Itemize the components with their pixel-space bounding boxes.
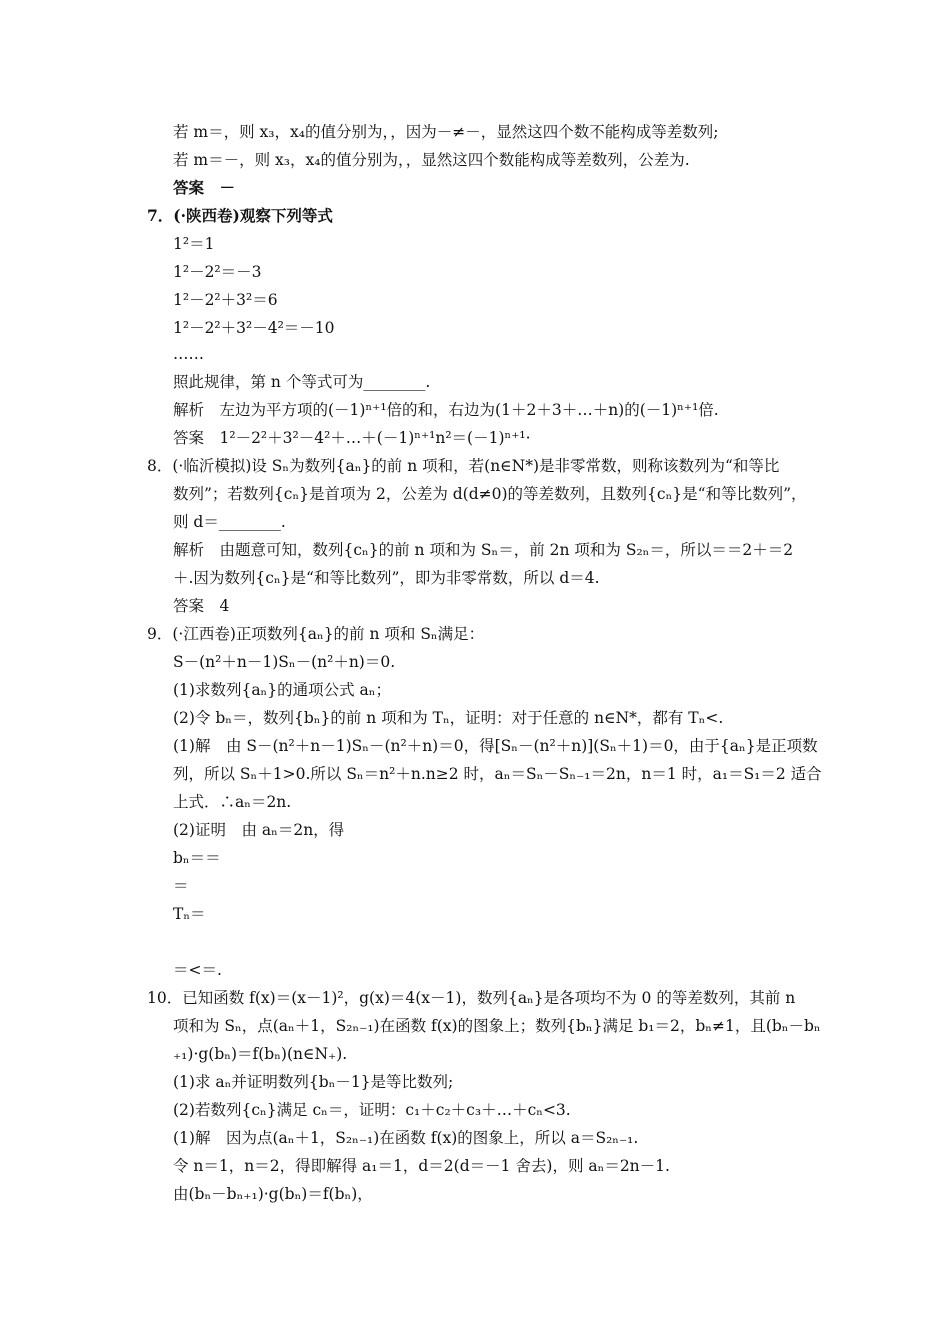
text-line: 项和为 Sₙ，点(aₙ＋1，S₂ₙ₋₁)在函数 f(x)的图象上；数列{bₙ}满足 b₁＝2，bₙ≠1，且(bₙ－bₙ [173,1017,821,1035]
solution-line: (1)解 由 S－(n²＋n－1)Sₙ－(n²＋n)＝0，得[Sₙ－(n²＋n)](Sₙ＋1)＝0，由于{aₙ}是正项数 [173,737,818,755]
text-line: 数列”；若数列{cₙ}是首项为 2，公差为 d(d≠0)的等差数列，且数列{cₙ}是“和等比数列”， [173,485,807,503]
text-line: S－(n²＋n－1)Sₙ－(n²＋n)＝0. [173,653,396,671]
text-line: Tₙ＝ [173,905,206,923]
problem-heading: 10．已知函数 f(x)＝(x－1)²，g(x)＝4(x－1)，数列{aₙ}是各项均不为 0 的等差数列，其前 n [147,989,796,1007]
text-line: 列，所以 Sₙ＋1>0.所以 Sₙ＝n²＋n.n≥2 时，aₙ＝Sₙ－Sₙ₋₁＝2n，n＝1 时，a₁＝S₁＝2 适合 [173,765,822,783]
solution-line: (1)解 因为点(aₙ＋1，S₂ₙ₋₁)在函数 f(x)的图象上，所以 a＝S₂ₙ₋₁. [173,1129,639,1147]
text-line: 1²－2²＋3²＝6 [173,291,278,309]
analysis-line: 解析 由题意可知，数列{cₙ}的前 n 项和为 Sₙ＝，前 2n 项和为 S₂ₙ＝，所以＝＝2＋＝2 [173,541,794,559]
text-line: (2)令 bₙ＝，数列{bₙ}的前 n 项和为 Tₙ，证明：对于任意的 n∈N*，都有 Tₙ<. [173,709,724,727]
text-line: (1)求数列{aₙ}的通项公式 aₙ； [173,681,391,699]
proof-line: (2)证明 由 aₙ＝2n，得 [173,821,345,839]
text-line: 1²－2²＋3²－4²＝－10 [173,319,335,337]
problem-heading: 8．(·临沂模拟)设 Sₙ为数列{aₙ}的前 n 项和，若(n∈N*)是非零常数，则称该数列为“和等比 [147,457,780,475]
text-line: 上式．∴aₙ＝2n. [173,793,292,811]
analysis-line: 解析 左边为平方项的(－1)ⁿ⁺¹倍的和，右边为(1＋2＋3＋…＋n)的(－1)ⁿ⁺¹倍. [173,401,719,419]
problem-heading: 7．(·陕西卷)观察下列等式 [147,206,333,225]
problem-heading: 9．(·江西卷)正项数列{aₙ}的前 n 项和 Sₙ满足： [147,625,485,643]
text-line: 照此规律，第 n 个等式可为________. [173,373,431,391]
text-line: ＝ [173,877,189,895]
answer-line: 答案 － [173,178,236,197]
answer-line: 答案 1²－2²＋3²－4²＋…＋(－1)ⁿ⁺¹n²＝(－1)ⁿ⁺¹· [173,429,531,447]
text-line: ＝<＝. [173,961,222,979]
text-line: 若 m＝，则 x₃，x₄的值分别为，，因为－≠－，显然这四个数不能构成等差数列; [173,123,719,141]
text-line: 若 m＝－，则 x₃，x₄的值分别为，，显然这四个数能构成等差数列，公差为. [173,151,690,169]
text-line: (1)求 aₙ并证明数列{bₙ－1}是等比数列; [173,1073,454,1091]
text-line: 令 n＝1，n＝2，得即解得 a₁＝1，d＝2(d＝－1 舍去)，则 aₙ＝2n－1. [173,1157,670,1175]
answer-line: 答案 4 [173,597,230,615]
text-line: ＋.因为数列{cₙ}是“和等比数列”，即为非零常数，所以 d＝4. [173,569,600,587]
text-line: 则 d＝________. [173,513,286,531]
text-line: 1²＝1 [173,235,215,253]
text-line: 1²－2²＝－3 [173,263,262,281]
text-line: bₙ＝＝ [173,849,221,867]
text-line: 由(bₙ－bₙ₊₁)·g(bₙ)＝f(bₙ)， [173,1185,373,1203]
text-line: …… [173,345,204,363]
text-line: ₊₁)·g(bₙ)＝f(bₙ)(n∈N₊). [173,1045,348,1063]
text-line: (2)若数列{cₙ}满足 cₙ＝，证明：c₁＋c₂＋c₃＋…＋cₙ<3. [173,1101,571,1119]
